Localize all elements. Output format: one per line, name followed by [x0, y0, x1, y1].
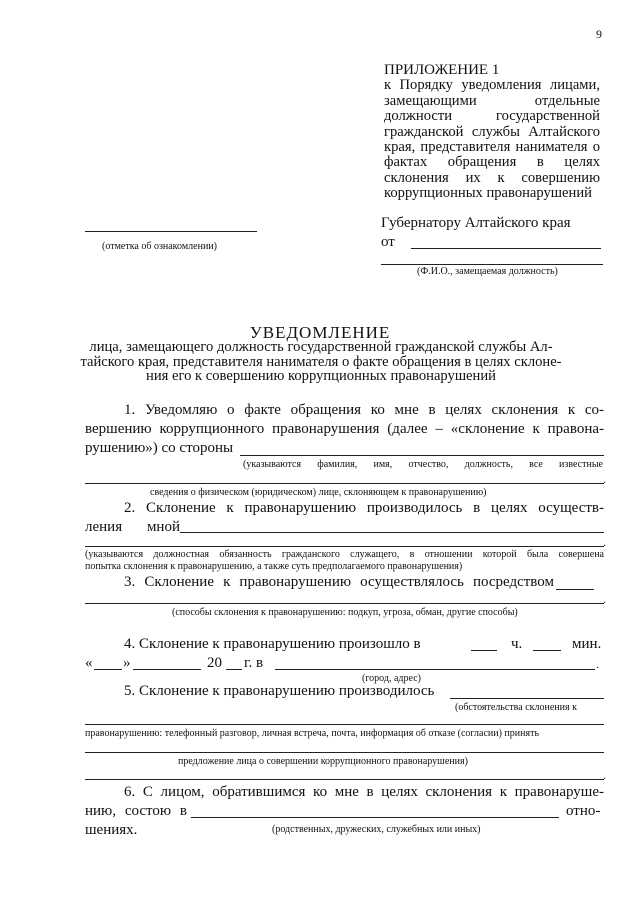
item6-line2-a: нию, состою в [85, 803, 187, 819]
item4-year-suffix: г. в [244, 655, 264, 671]
item2-line2: ления мной [85, 519, 180, 535]
dot: . [603, 592, 606, 606]
item1-person-line[interactable] [240, 455, 604, 456]
document-title: УВЕДОМЛЕНИЕ [249, 323, 391, 342]
item5-hint-c: предложение лица о совершении коррупционного правонарушения) [178, 756, 468, 767]
appendix-heading: ПРИЛОЖЕНИЕ 1 [384, 62, 500, 78]
item2-hint-a: (указываются должностная обязанность гражданского служащего, в отношении которой была совершена [85, 549, 604, 560]
item6-line2-b: отно- [566, 803, 601, 819]
item6-relationship-field[interactable] [191, 817, 559, 818]
item1-line2: вершению коррупционного правонарушения (далее – «склонение к правона- [85, 421, 604, 437]
item4-year-field[interactable] [226, 669, 242, 670]
addressee-from-label: от [381, 234, 395, 250]
item1-hint-a: (указываются фамилия, имя, отчество, должность, все известные [243, 459, 603, 470]
item3-means-line-2[interactable] [85, 603, 604, 604]
dot: . [596, 657, 599, 671]
subtitle-line: ния его к совершению коррупционных правонарушений [146, 368, 496, 385]
item2-duty-line[interactable] [180, 532, 604, 533]
item4-minute-unit: мин. [572, 636, 602, 652]
item4-hint: (город, адрес) [362, 673, 421, 684]
item1-line3: рушению») со стороны [85, 440, 234, 456]
item5-circumstances-line-4[interactable] [85, 779, 604, 780]
page-number: 9 [596, 27, 602, 41]
appendix-block [384, 63, 600, 202]
item6-line1: 6. С лицом, обратившимся ко мне в целях склонения к правонаруше- [124, 784, 604, 800]
addressee-from-line[interactable] [411, 248, 601, 249]
subtitle-line: тайского края, представителя нанимателя о факте обращения в целях склоне- [80, 353, 562, 370]
dot: . [603, 472, 606, 486]
dot: . [603, 535, 606, 549]
subtitle-line: лица, замещающего должность государственной гражданской службы Ал- [89, 339, 553, 355]
fio-label: (Ф.И.О., замещаемая должность) [417, 266, 558, 277]
item3-line1: 3. Склонение к правонарушению осуществлялось посредством [124, 574, 554, 590]
item5-line1: 5. Склонение к правонарушению производилось [124, 683, 435, 699]
item4-year-prefix: 20 [207, 655, 222, 671]
item3-hint: (способы склонения к правонарушению: подкуп, угроза, обман, другие способы) [172, 607, 518, 618]
item4-hour-field[interactable] [471, 650, 497, 651]
item4-month-field[interactable] [133, 669, 201, 670]
item1-line1: 1. Уведомляю о факте обращения ко мне в целях склонения к со- [124, 402, 604, 418]
addressee-fio-line[interactable] [381, 264, 603, 265]
item1-person-line-2[interactable] [85, 483, 604, 484]
item5-circumstances-line-2[interactable] [85, 724, 604, 725]
acknowledgment-label: (отметка об ознакомлении) [102, 241, 217, 252]
item4-minute-field[interactable] [533, 650, 561, 651]
item4-quote-close: » [123, 655, 131, 671]
item4-address-field[interactable] [275, 669, 595, 670]
item4-quote-open: « [85, 655, 93, 671]
addressee-to: Губернатору Алтайского края [381, 215, 571, 231]
item2-hint-b: попытка склонения к правонарушению, а также суть предполагаемого правонарушения) [85, 561, 463, 572]
appendix-text: к Порядку уведомления лицами, замещающими отдельные должности государственной гражданской службы Алтайского края, представителя нанимателя о фактах обращения в целях склонения их к совершению коррупционных правонарушений [384, 77, 600, 202]
item4-hour-unit: ч. [511, 636, 523, 652]
acknowledgment-line[interactable] [85, 231, 257, 232]
item4-day-field[interactable] [94, 669, 122, 670]
item1-hint-b: сведения о физическом (юридическом) лице, склоняющем к правонарушению) [150, 487, 487, 498]
item5-circumstances-line[interactable] [450, 698, 604, 699]
item6-hint: (родственных, дружеских, служебных или иных) [272, 824, 481, 835]
item5-hint-a: (обстоятельства склонения к [455, 702, 577, 713]
item6-line3: шениях. [85, 822, 138, 838]
document-subtitle [80, 340, 562, 384]
dot: . [603, 768, 606, 782]
item2-duty-line-2[interactable] [85, 546, 604, 547]
item5-hint-b: правонарушению: телефонный разговор, личная встреча, почта, информация об отказе (согласии) принять [85, 728, 540, 739]
item2-line1: 2. Склонение к правонарушению производилось в целях осуществ- [124, 500, 604, 516]
item5-circumstances-line-3[interactable] [85, 752, 604, 753]
item3-means-line[interactable] [556, 589, 594, 590]
item4-line1-a: 4. Склонение к правонарушению произошло в [124, 636, 421, 652]
